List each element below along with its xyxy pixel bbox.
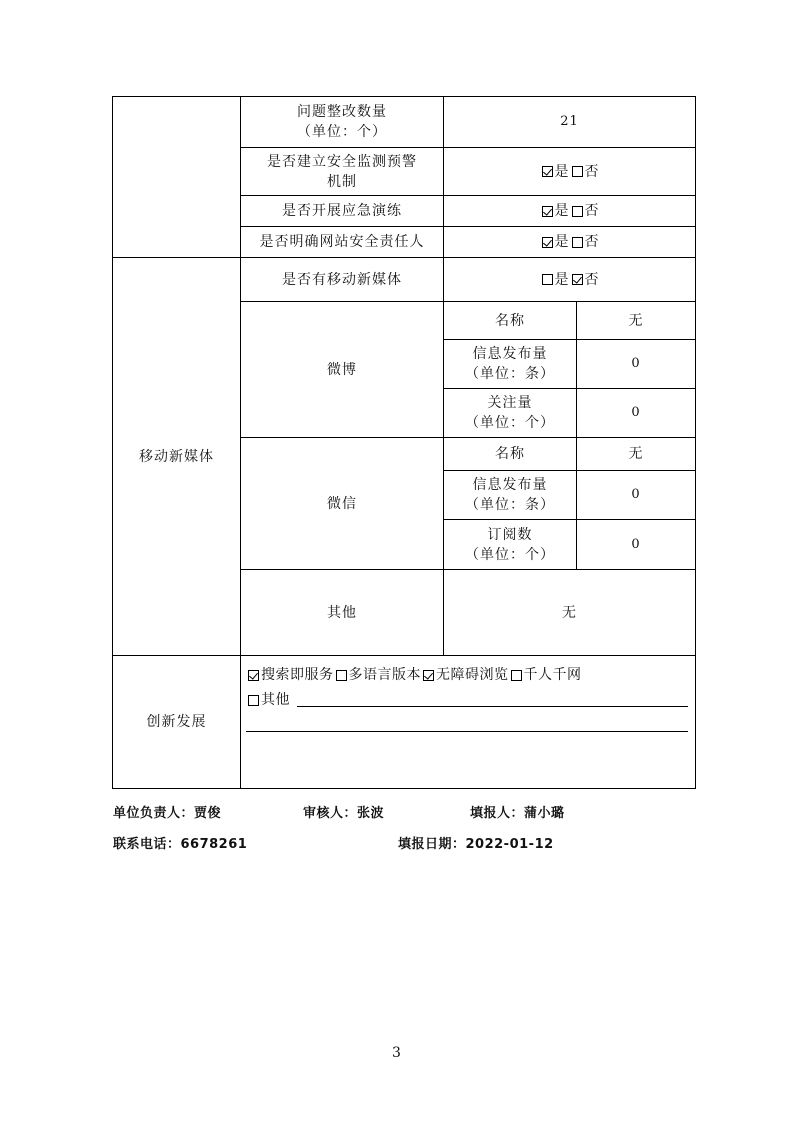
accessible-checkbox[interactable] [423,670,434,681]
responsible-no-label: 否 [584,234,600,250]
monitoring-yes-label: 是 [554,163,570,180]
personalized-label: 千人千网 [523,667,582,683]
wechat-name-label: 名称 [495,446,525,462]
weibo-follow-label-line2: （单位：个） [465,415,555,431]
weibo-follow-label-line1: 关注量 [487,395,533,411]
weibo-posts-label-line2: （单位：条） [465,366,555,382]
rectification-label [241,97,443,147]
wechat-posts-value: 0 [631,487,641,502]
has-media-no-label: 否 [584,271,600,288]
wechat-label: 微信 [327,495,357,512]
accessible-label: 无障碍浏览 [436,667,509,683]
monitoring-no-checkbox[interactable] [572,166,583,177]
innovation-options-line2 [246,689,290,711]
other-innovation-checkbox[interactable] [248,695,259,706]
drill-yes-checkbox[interactable] [542,206,553,217]
contact-phone: 联系电话：6678261 [113,837,248,852]
fill-date: 填报日期：2022-01-12 [398,837,554,852]
has-media-yes-label: 是 [554,271,570,288]
rectification-label-line2: （单位：个） [297,124,387,140]
weibo-follow-value: 0 [631,405,641,420]
other-media-value: 无 [562,604,577,621]
wechat-posts-label-line1: 信息发布量 [472,477,548,493]
drill-no-checkbox[interactable] [572,206,583,217]
drill-label: 是否开展应急演练 [282,203,402,219]
weibo-name-value: 无 [628,312,644,329]
wechat-sub-label [444,520,576,569]
weibo-label: 微博 [327,361,357,378]
personalized-checkbox[interactable] [511,670,522,681]
responsible-yes-label: 是 [554,234,570,250]
rectification-value: 21 [560,114,579,129]
monitoring-no-label: 否 [584,163,600,180]
filler: 填报人：蒲小璐 [470,806,565,821]
other-innovation-underline-2[interactable] [246,731,688,732]
wechat-posts-label-line2: （单位：条） [465,497,555,513]
wechat-sub-value: 0 [631,536,641,552]
search-service-checkbox[interactable] [248,670,259,681]
weibo-posts-label [444,340,576,388]
unit-head: 单位负责人：贾俊 [113,806,222,821]
reviewer: 审核人：张波 [303,806,385,821]
weibo-follow-label [444,389,576,437]
weibo-posts-label-line1: 信息发布量 [472,346,548,362]
media-section-label: 移动新媒体 [139,448,214,465]
drill-no-label: 否 [584,203,600,219]
has-media-yes-checkbox[interactable] [542,274,553,285]
wechat-posts-label [444,471,576,519]
other-media-label: 其他 [327,604,357,621]
monitoring-label-line2: 机制 [327,173,357,190]
wechat-sub-label-line1: 订阅数 [487,526,533,543]
wechat-sub-label-line2: （单位：个） [465,546,555,563]
weibo-posts-value: 0 [631,356,641,371]
drill-choice [444,196,695,226]
other-innovation-underline[interactable] [297,706,688,707]
other-innovation-label: 其他 [261,692,290,708]
responsible-choice [444,227,695,257]
monitoring-choice [444,148,695,195]
innovation-options-line1 [246,664,582,686]
has-media-no-checkbox[interactable] [572,274,583,285]
monitoring-label [241,148,443,195]
responsible-label: 是否明确网站安全责任人 [259,234,425,250]
has-media-choice [444,258,695,301]
multilang-checkbox[interactable] [336,670,347,681]
rectification-label-line1: 问题整改数量 [297,104,387,120]
monitoring-yes-checkbox[interactable] [542,166,553,177]
responsible-no-checkbox[interactable] [572,237,583,248]
responsible-yes-checkbox[interactable] [542,237,553,248]
multilang-label: 多语言版本 [348,667,421,683]
monitoring-label-line1: 是否建立安全监测预警 [267,153,417,170]
search-service-label: 搜索即服务 [261,667,334,683]
has-media-label: 是否有移动新媒体 [282,271,402,288]
wechat-name-value: 无 [628,446,644,462]
page-number: 3 [392,1045,401,1061]
innovation-section-label: 创新发展 [146,714,207,730]
weibo-name-label: 名称 [495,312,525,329]
drill-yes-label: 是 [554,203,570,219]
